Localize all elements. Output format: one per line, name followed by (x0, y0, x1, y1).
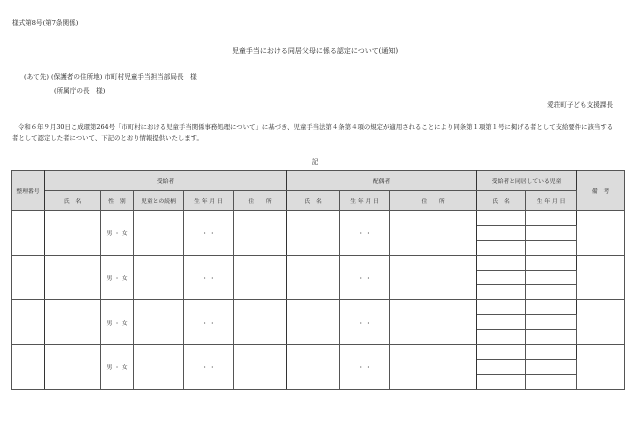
jukyu-name-cell[interactable] (45, 345, 101, 390)
jukyu-sex-cell[interactable]: 男 ・ 女 (101, 300, 134, 345)
haigu-birth-cell[interactable]: ・ ・ (340, 345, 390, 390)
form-number: 様式第8号(第7条関係) (12, 19, 79, 27)
jukyu-birth-cell[interactable]: ・ ・ (184, 345, 234, 390)
jukyu-name-cell[interactable] (45, 211, 101, 256)
child-birth-cell[interactable] (526, 240, 577, 255)
col-jukyu-sex: 性 別 (101, 191, 134, 211)
haigu-name-cell[interactable] (287, 345, 340, 390)
jukyu-address-cell[interactable] (234, 211, 287, 256)
child-name-cell[interactable] (477, 359, 526, 374)
haigu-birth-cell[interactable]: ・ ・ (340, 255, 390, 300)
haigu-address-cell[interactable] (390, 300, 477, 345)
addressee-line-2: (所属庁の長 様) (54, 87, 106, 95)
header-jukyu: 受給者 (45, 171, 287, 191)
jukyu-address-cell[interactable] (234, 255, 287, 300)
child-birth-cell[interactable] (526, 211, 577, 226)
table-row (12, 255, 625, 270)
col-haigu-birth: 生 年 月 日 (340, 191, 390, 211)
jukyu-relation-cell[interactable] (134, 211, 184, 256)
jukyu-sex-cell[interactable]: 男 ・ 女 (101, 255, 134, 300)
header-child: 受給者と同居している児童 (477, 171, 577, 191)
jukyu-sex-cell[interactable]: 男 ・ 女 (101, 211, 134, 256)
col-haigu-address: 住 所 (390, 191, 477, 211)
jukyu-birth-cell[interactable]: ・ ・ (184, 255, 234, 300)
jukyu-name-cell[interactable] (45, 255, 101, 300)
child-birth-cell[interactable] (526, 359, 577, 374)
body-paragraph: 令和６年９月30日こ成環第264号「市町村における児童手当関係事務処理について」に基づき、児童手当法第４条第４項の規定が適用されることにより同条第１項第１号に掲げる者として支給要件に該当する者として認定した者について、下記のとおり情報提供いたします。 (12, 123, 614, 142)
col-jukyu-address: 住 所 (234, 191, 287, 211)
header-seiri: 整理番号 (12, 171, 45, 211)
header-biko: 備 考 (577, 171, 625, 211)
col-jukyu-name: 氏 名 (45, 191, 101, 211)
addressee-line-1: (あて先) (保護者の住所地) 市町村児童手当担当部局長 様 (24, 73, 197, 81)
haigu-name-cell[interactable] (287, 211, 340, 256)
col-jukyu-birth: 生 年 月 日 (184, 191, 234, 211)
jukyu-address-cell[interactable] (234, 300, 287, 345)
child-name-cell[interactable] (477, 285, 526, 300)
seiri-cell[interactable] (12, 300, 45, 345)
biko-cell[interactable] (577, 345, 625, 390)
child-name-cell[interactable] (477, 300, 526, 315)
seiri-cell[interactable] (12, 345, 45, 390)
jukyu-birth-cell[interactable]: ・ ・ (184, 300, 234, 345)
child-name-cell[interactable] (477, 255, 526, 270)
child-birth-cell[interactable] (526, 374, 577, 389)
child-name-cell[interactable] (477, 330, 526, 345)
child-name-cell[interactable] (477, 240, 526, 255)
haigu-birth-cell[interactable]: ・ ・ (340, 300, 390, 345)
jukyu-birth-cell[interactable]: ・ ・ (184, 211, 234, 256)
haigu-birth-cell[interactable]: ・ ・ (340, 211, 390, 256)
jukyu-relation-cell[interactable] (134, 300, 184, 345)
header-haigu: 配偶者 (287, 171, 477, 191)
haigu-address-cell[interactable] (390, 211, 477, 256)
biko-cell[interactable] (577, 255, 625, 300)
child-birth-cell[interactable] (526, 270, 577, 285)
child-name-cell[interactable] (477, 374, 526, 389)
table-row (12, 211, 625, 226)
haigu-address-cell[interactable] (390, 255, 477, 300)
document-title: 児童手当における同居父母に係る認定について(通知) (231, 47, 399, 55)
haigu-name-cell[interactable] (287, 255, 340, 300)
child-birth-cell[interactable] (526, 330, 577, 345)
child-name-cell[interactable] (477, 315, 526, 330)
jukyu-relation-cell[interactable] (134, 255, 184, 300)
child-birth-cell[interactable] (526, 225, 577, 240)
ki-heading: 記 (311, 158, 319, 166)
jukyu-name-cell[interactable] (45, 300, 101, 345)
child-name-cell[interactable] (477, 345, 526, 360)
seiri-cell[interactable] (12, 211, 45, 256)
col-haigu-name: 氏 名 (287, 191, 340, 211)
haigu-name-cell[interactable] (287, 300, 340, 345)
jukyu-address-cell[interactable] (234, 345, 287, 390)
col-jukyu-relation: 児童との続柄 (134, 191, 184, 211)
child-name-cell[interactable] (477, 225, 526, 240)
biko-cell[interactable] (577, 211, 625, 256)
child-name-cell[interactable] (477, 211, 526, 226)
child-birth-cell[interactable] (526, 300, 577, 315)
child-birth-cell[interactable] (526, 315, 577, 330)
col-child-name: 氏 名 (477, 191, 526, 211)
col-child-birth: 生 年 月 日 (526, 191, 577, 211)
child-name-cell[interactable] (477, 270, 526, 285)
biko-cell[interactable] (577, 300, 625, 345)
table-row (12, 300, 625, 315)
haigu-address-cell[interactable] (390, 345, 477, 390)
jukyu-sex-cell[interactable]: 男 ・ 女 (101, 345, 134, 390)
issuer: 愛荘町子ども支援課長 (547, 101, 613, 109)
child-birth-cell[interactable] (526, 255, 577, 270)
child-birth-cell[interactable] (526, 285, 577, 300)
jukyu-relation-cell[interactable] (134, 345, 184, 390)
seiri-cell[interactable] (12, 255, 45, 300)
child-birth-cell[interactable] (526, 345, 577, 360)
info-table (11, 170, 625, 390)
table-row (12, 345, 625, 360)
